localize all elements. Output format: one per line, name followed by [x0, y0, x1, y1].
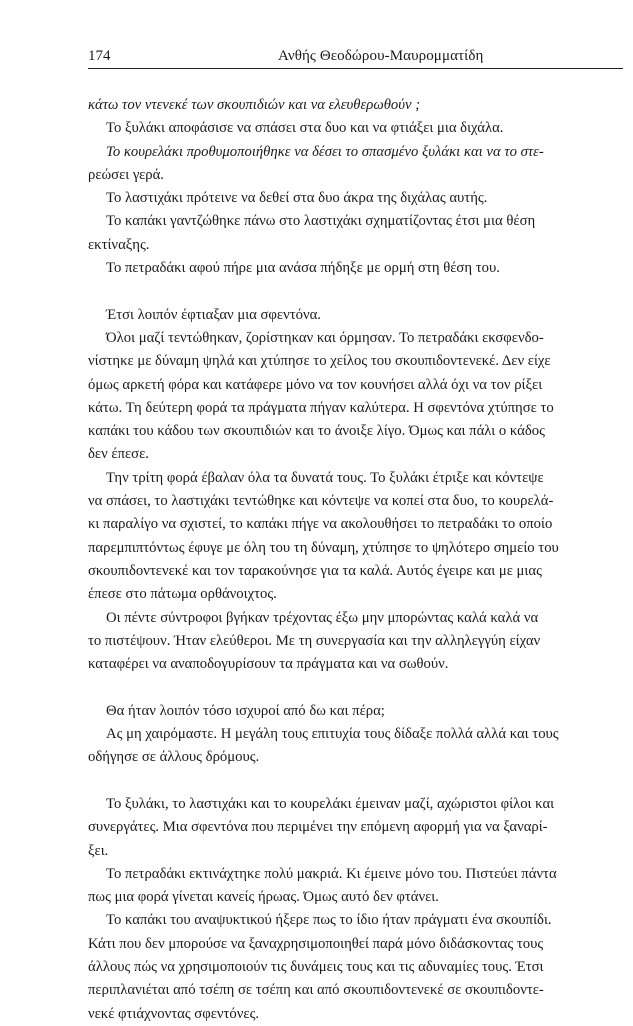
text-line: Το κουρελάκι προθυμοποιήθηκε να δέσει το σπασμένο ξυλάκι και να το στε- [106, 143, 544, 160]
text-line: κάτω. Τη δεύτερη φορά τα πράγματα πήγαν καλύτερα. Η σφεντόνα χτύπησε το [88, 399, 554, 416]
text-line: εκτίναξης. [88, 236, 150, 253]
page-number: 174 [88, 48, 111, 64]
running-head-author: Ανθής Θεοδώρου-Μαυρομματίδη [278, 48, 484, 64]
text-line: κι παραλίγο να σχιστεί, το καπάκι πήγε να ακολουθήσει το πετραδάκι το οποίο [88, 516, 553, 533]
text-line: Το καπάκι γαντζώθηκε πάνω στο λαστιχάκι σχηματίζοντας έτσι μια θέση [106, 213, 536, 230]
text-line: οδήγησε σε άλλους δρόμους. [88, 749, 260, 766]
text-line: Θα ήταν λοιπόν τόσο ισχυροί από δω και πέρα; [106, 702, 385, 719]
text-line: ρεώσει γερά. [88, 166, 164, 183]
text-line: όμως αρκετή φόρα και κατάφερε μόνο να τον κουνήσει αλλά όχι να τον ρίξει [88, 376, 543, 393]
text-line: καταφέρει να αναποδογυρίσουν τα πράγματα και να σωθούν. [88, 656, 449, 673]
text-line: καπάκι του κάδου των σκουπιδιών και το άνοιξε λίγο. Όμως και πάλι ο κάδος [88, 423, 545, 440]
text-line: Το καπάκι του αναψυκτικού ήξερε πως το ίδιο ήταν πράγματι ένα σκουπίδι. [106, 912, 552, 929]
text-line: Το ξυλάκι αποφάσισε να σπάσει στα δυο και να φτιάξει μια διχάλα. [106, 120, 504, 137]
text-line: έπεσε στο πάτωμα ορθάνοιχτος. [88, 586, 277, 603]
page-header [88, 46, 623, 69]
body-text [88, 94, 628, 1026]
text-line: Την τρίτη φορά έβαλαν όλα τα δυνατά τους. Το ξυλάκι έτριξε και κόντεψε [106, 469, 544, 486]
text-line: παρεμπιπτόντως έφυγε με όλη του τη δύναμη, χτύπησε το ψηλότερο σημείο του [88, 539, 559, 556]
text-line: Το ξυλάκι, το λαστιχάκι και το κουρελάκι έμειναν μαζί, αχώριστοι φίλοι και [106, 795, 555, 812]
text-line: άλλους πώς να χρησιμοποιούν τις δυνάμεις τους και τις αδυναμίες τους. Έτσι [88, 958, 544, 975]
text-line: Το πετραδάκι αφού πήρε μια ανάσα πήδηξε με ορμή στη θέση του. [106, 260, 500, 277]
text-line: να σπάσει, το λαστιχάκι τεντώθηκε και κόντεψε να κοπεί στα δυο, το κουρελά- [88, 493, 554, 510]
text-line: κάτω τον ντενεκέ των σκουπιδιών και να ελευθερωθούν ; [88, 97, 421, 113]
paragraph-gap [88, 676, 628, 699]
text-line: συνεργάτες. Μια σφεντόνα που περιμένει την επόμενη αφορμή για να ξαναρί- [88, 819, 548, 836]
text-line: Κάτι που δεν μπορούσε να ξαναχρησιμοποιηθεί παρά μόνο διδάσκοντας τους [88, 935, 544, 952]
paragraph-gap [88, 770, 628, 793]
text-line: Οι πέντε σύντροφοι βγήκαν τρέχοντας έξω μην μπορώντας καλά καλά να [106, 609, 539, 626]
text-line: περιπλανιέται από τσέπη σε τσέπη και από σκουπιδοντενεκέ σε σκουπιδοντε- [88, 982, 544, 999]
text-line: Το λαστιχάκι πρότεινε να δεθεί στα δυο άκρα της διχάλας αυτής. [106, 190, 488, 207]
text-line: δεν έπεσε. [88, 446, 149, 463]
text-line: σκουπιδοντενεκέ και τον ταρακούνησε για τα καλά. Αυτός έγειρε και με μιας [88, 562, 542, 579]
paragraph-gap [88, 280, 628, 303]
text-line: Όλοι μαζί τεντώθηκαν, ζορίστηκαν και όρμησαν. Το πετραδάκι εκσφενδο- [106, 329, 544, 346]
text-line: νεκέ φτιάχνοντας σφεντόνες. [88, 1005, 260, 1022]
text-line: νίστηκε με δύναμη ψηλά και χτύπησε το χείλος του σκουπιδοντενεκέ. Δεν είχε [88, 353, 551, 370]
text-line: Το πετραδάκι εκτινάχτηκε πολύ μακριά. Κι έμεινε μόνο του. Πιστεύει πάντα [106, 865, 557, 882]
text-line: Έτσι λοιπόν έφτιαξαν μια σφεντόνα. [106, 306, 321, 323]
text-line: ξει. [88, 842, 109, 859]
text-line: το πιστέψουν. Ήταν ελεύθεροι. Με τη συνεργασία και την αλληλεγγύη είχαν [88, 632, 541, 649]
text-line: Ας μη χαιρόμαστε. Η μεγάλη τους επιτυχία τους δίδαξε πολλά αλλά και τους [106, 726, 559, 743]
text-line: πως μια φορά γίνεται κανείς ήρωας. Όμως αυτό δεν φτάνει. [88, 889, 439, 906]
